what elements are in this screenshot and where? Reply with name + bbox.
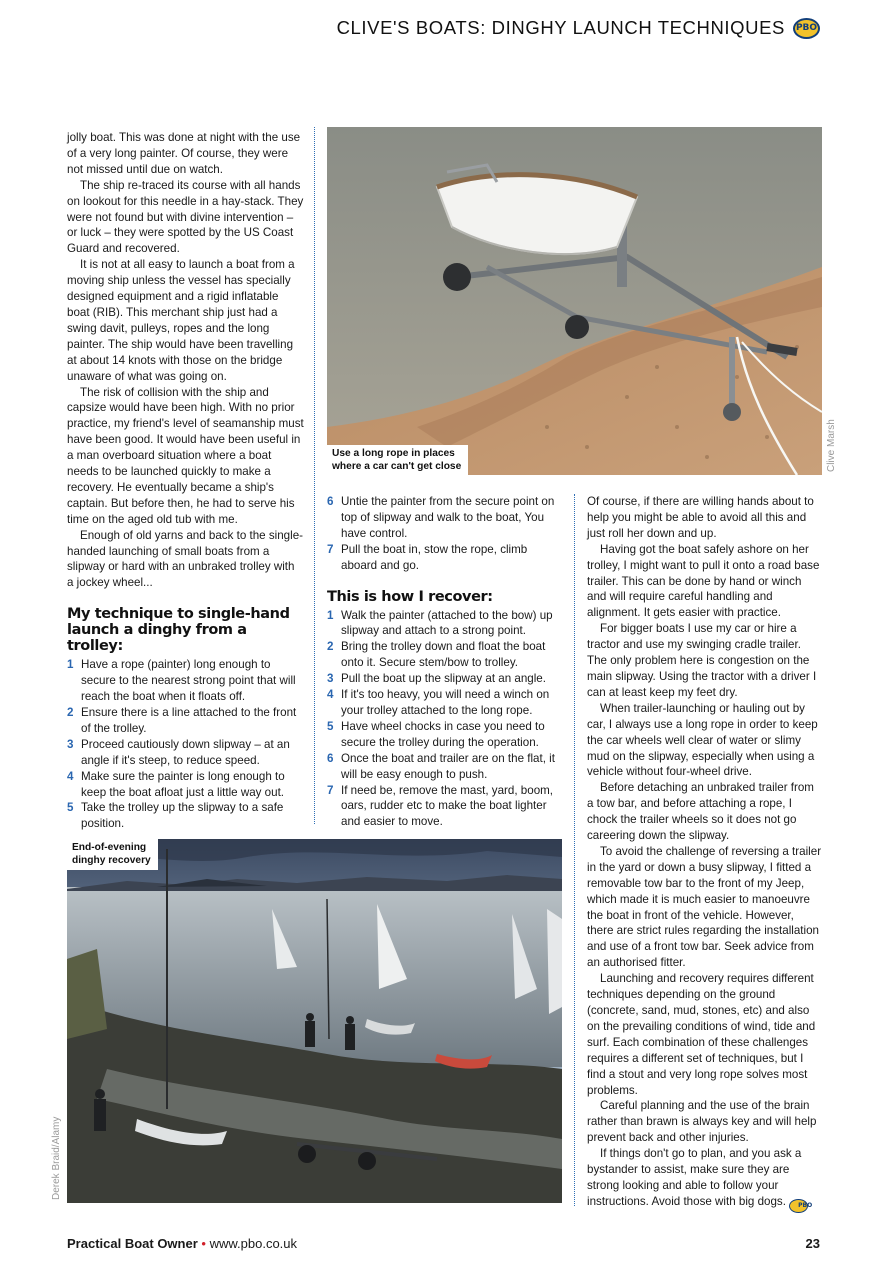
page-header [337,17,820,39]
launch-steps-list [67,657,304,832]
page-number: 23 [805,1236,820,1251]
list-item: 7 Pull the boat in, stow the rope, climb aboard and go. [327,542,528,572]
list-item: 6 Untie the painter from the secure point on top of slipway and walk to the boat, You have control. [327,495,555,540]
list-item: 2 Bring the trolley down and float the boat onto it. Secure stem/bow to trolley. [327,640,546,670]
list-item: 3 Pull the boat up the slipway at an angle. [327,672,546,686]
column-divider [314,127,315,824]
list-item: 4 Make sure the painter is long enough to keep the boat afloat just a little way out. [67,769,285,799]
website-link[interactable]: www.pbo.co.uk [209,1236,298,1251]
page-footer [67,1236,297,1251]
photo-caption: Use a long rope in places where a car can't get close [327,445,468,475]
section-title: CLIVE'S BOATS: DINGHY LAUNCH TECHNIQUES [336,17,785,38]
body-paragraph: The ship re-traced its course with all hands on lookout for this needle in a hay-stack. They were not found but with divine intervention – or luck – they were spotted by the US Coast Guard and recovered. [67,178,304,256]
column-3 [587,494,822,1213]
recover-heading: This is how I recover: [327,588,493,605]
list-item: 1 Have a rope (painter) long enough to secure to the nearest strong point that will reach the boat when it floats off. [67,658,296,704]
column-divider [574,494,575,1206]
column-2 [327,494,562,830]
launch-technique-heading: My technique to single-hand launch a dinghy from a trolley: [67,606,290,655]
body-paragraph: To avoid the challenge of reversing a trailer in the yard or down a busy slipway, I fitted a removable tow bar to the front of my Jeep, which made it is much easier to manoeuvre the boat in front of the vehicle. However, there are strict rules regarding the installation and use of a front tow bar. Seek advice from an authorised fitter. [587,844,822,970]
body-paragraph: The risk of collision with the ship and capsize would have been high. With no prior practice, my friend's level of seamanship must have been good. It would have been useful in a man overboard situation where a boat needs to be launched quickly to make a recovery. He eventually became a ship's captain. But before then, he had to serve his time on the aged old tub with me. [67,385,304,526]
end-mark-pbo-icon: PBO [789,1199,808,1213]
photo-credit: Clive Marsh [826,419,837,472]
body-paragraph: jolly boat. This was done at night with the use of a very long painter. Of course, they were not missed until due on watch. [67,131,301,176]
body-paragraph: For bigger boats I use my car or hire a tractor and use my swinging cradle trailer. The only problem here is congestion on the main slipway. Using the tractor with a driver I can at least keep my feet dry. [587,622,817,699]
photo-caption: End-of-evening dinghy recovery [67,839,158,870]
list-item: 4 If it's too heavy, you will need a winch on your trolley attached to the long rope. [327,688,550,717]
photo-credit: Derek Braid/Alamy [51,1116,62,1200]
photo-dinghy-trailer [327,127,822,475]
pbo-logo-icon: PBO [793,18,820,39]
body-paragraph: Careful planning and the use of the brain rather than brawn is always key and will help prevent back and other injuries. [587,1099,817,1145]
body-paragraph: Before detaching an unbraked trailer from a tow bar, and before attaching a rope, I chock the trailer wheels so it does not go careering down the slipway. [587,781,814,843]
launch-steps-list-continued [327,494,562,574]
body-paragraph: When trailer-launching or hauling out by car, I always use a long rope in order to keep the car wheels well clear of water or slimy mud on the slipway, especially when using a vehicle without four-wheel drive. [587,701,818,779]
list-item: 3 Proceed cautiously down slipway – at an angle if it's steep, to reduce speed. [67,737,290,767]
list-item: 5 Take the trolley up the slipway to a safe position. [67,801,284,831]
photo-evening-recovery [67,839,562,1203]
list-item: 7 If need be, remove the mast, yard, boom, oars, rudder etc to make the boat lighter and easier to move. [327,783,554,829]
body-paragraph: Of course, if there are willing hands about to help you might be able to avoid all this and just roll her down and up. [587,495,814,540]
body-paragraph: Having got the boat safely ashore on her trolley, I might want to pull it onto a road base trailer. This can be done by hand or winch and will require careful handling and alignment. It gets easier with practice. [587,542,820,620]
body-paragraph: If things don't go to plan, and you ask a bystander to assist, make sure they are strong looking and able to follow your instructions. Avoid those with big dogs. PBO [587,1146,822,1213]
list-item: 6 Once the boat and trailer are on the flat, it will be easy enough to push. [327,751,555,781]
list-item: 2 Ensure there is a line attached to the front of the trolley. [67,706,297,735]
body-paragraph: Enough of old yarns and back to the single-handed launching of small boats from a slipway or hard with an unbraked trolley with a jockey wheel... [67,528,304,590]
column-1 [67,130,304,832]
body-paragraph: Launching and recovery requires different techniques depending on the ground (concrete, sand, mud, stones, etc) and also on the prevailing conditions of wind, tide and surf. Each combination of these challenges requires a different set of techniques, but I find a stout and very long rope solves most problems. [587,972,816,1097]
recover-steps-list [327,608,562,831]
magazine-name: Practical Boat Owner [67,1236,198,1251]
body-paragraph: It is not at all easy to launch a boat from a moving ship unless the vessel has specially designed equipment and a rigid inflatable boat (RIB). This merchant ship just had a swing davit, pulleys, ropes and the long painter. The ship would have been travelling at about 14 knots with those on the bridge unaware of what was going on. [67,258,295,383]
list-item: 1 Walk the painter (attached to the bow) up slipway and attach to a strong point. [327,608,553,638]
footer-separator: • [201,1236,206,1251]
list-item: 5 Have wheel chocks in case you need to secure the trolley during the operation. [327,719,545,749]
